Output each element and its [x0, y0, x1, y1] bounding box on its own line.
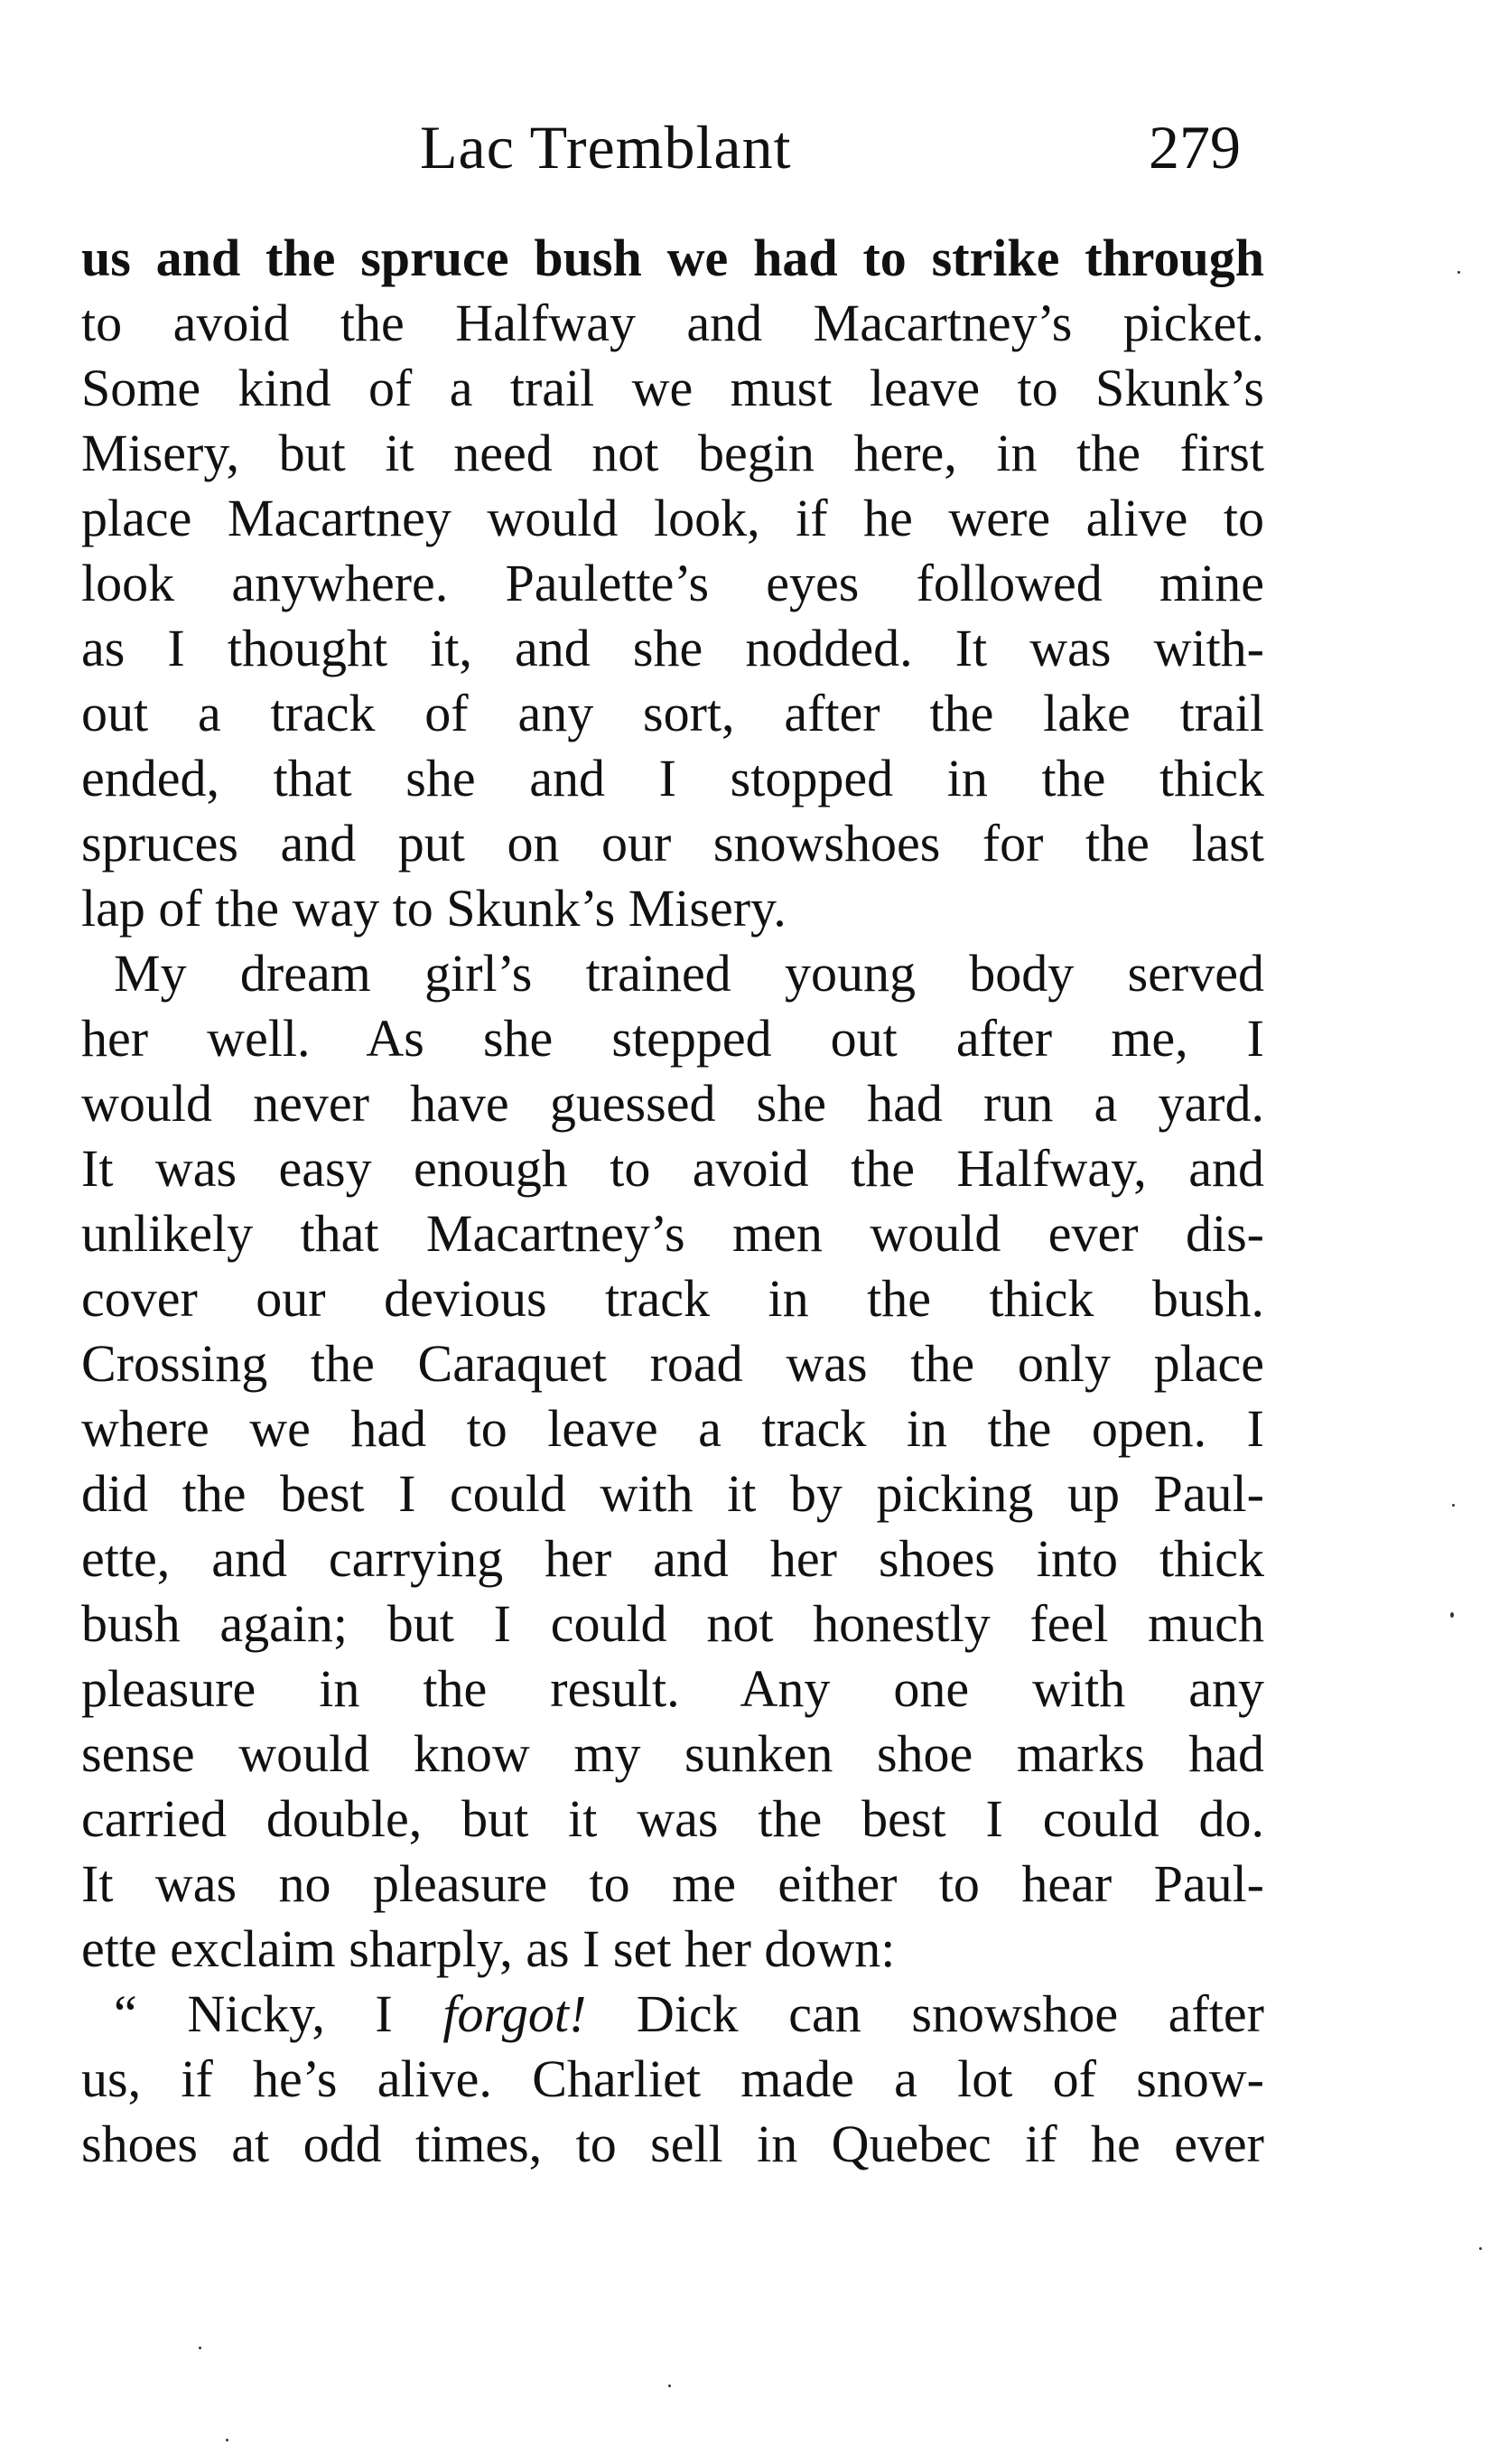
scan-speck	[1450, 1612, 1454, 1618]
scan-speck	[668, 2385, 671, 2387]
text-line: Crossing the Caraquet road was the only place	[81, 1334, 1264, 1393]
text-line: us and the spruce bush we had to strike through	[81, 229, 1264, 287]
text-line: out a track of any sort, after the lake trail	[81, 684, 1264, 742]
text-line: look anywhere. Paulette’s eyes followed mine	[81, 554, 1264, 612]
text-line: shoes at odd times, to sell in Quebec if he ever	[81, 2114, 1264, 2173]
text-line: would never have guessed she had run a yard.	[81, 1074, 1264, 1133]
text-line: place Macartney would look, if he were alive to	[81, 489, 1264, 547]
text-line: unlikely that Macartney’s men would ever dis-	[81, 1204, 1264, 1263]
text-line: as I thought it, and she nodded. It was with-	[81, 619, 1264, 677]
dialogue-italic: forgot!	[442, 1984, 587, 2043]
text-line: cover our devious track in the thick bush.	[81, 1269, 1264, 1328]
text-line: lap of the way to Skunk’s Misery.	[81, 879, 787, 938]
text-line: Misery, but it need not begin here, in the first	[81, 424, 1264, 482]
text-line: My dream girl’s trained young body served	[114, 944, 1264, 1003]
dialogue-open: “ Nicky, I	[114, 1984, 443, 2043]
scan-speck	[226, 2439, 228, 2441]
text-line: pleasure in the result. Any one with any	[81, 1659, 1264, 1718]
text-line: It was no pleasure to me either to hear Paul-	[81, 1854, 1264, 1913]
dialogue-rest: Dick can snowshoe after	[586, 1984, 1264, 2043]
text-line: us, if he’s alive. Charliet made a lot of snow-	[81, 2049, 1264, 2108]
text-line: ette exclaim sharply, as I set her down:	[81, 1919, 896, 1978]
text-line: ette, and carrying her and her shoes into thick	[81, 1529, 1264, 1588]
text-line: Some kind of a trail we must leave to Skunk’s	[81, 359, 1264, 417]
text-line: sense would know my sunken shoe marks had	[81, 1724, 1264, 1783]
scan-speck	[1452, 1504, 1455, 1507]
text-line: bush again; but I could not honestly feel much	[81, 1594, 1264, 1653]
running-title: Lac Tremblant	[420, 113, 792, 182]
text-line: where we had to leave a track in the open. I	[81, 1399, 1264, 1458]
dialogue-line	[81, 1982, 1264, 2047]
text-line: ended, that she and I stopped in the thick	[81, 749, 1264, 807]
running-head	[0, 107, 1499, 188]
text-line: to avoid the Halfway and Macartney’s picket.	[81, 294, 1264, 352]
text-line: carried double, but it was the best I could do.	[81, 1789, 1264, 1848]
scan-speck	[1479, 2247, 1482, 2250]
page-number: 279	[1149, 113, 1241, 182]
scan-speck	[1457, 271, 1460, 274]
text-line: spruces and put on our snowshoes for the last	[81, 814, 1264, 873]
text-line: It was easy enough to avoid the Halfway, and	[81, 1139, 1264, 1198]
text-line: her well. As she stepped out after me, I	[81, 1009, 1264, 1068]
body-text	[81, 226, 1264, 2177]
text-line: did the best I could with it by picking up Paul-	[81, 1464, 1264, 1523]
scan-speck	[199, 2347, 201, 2349]
